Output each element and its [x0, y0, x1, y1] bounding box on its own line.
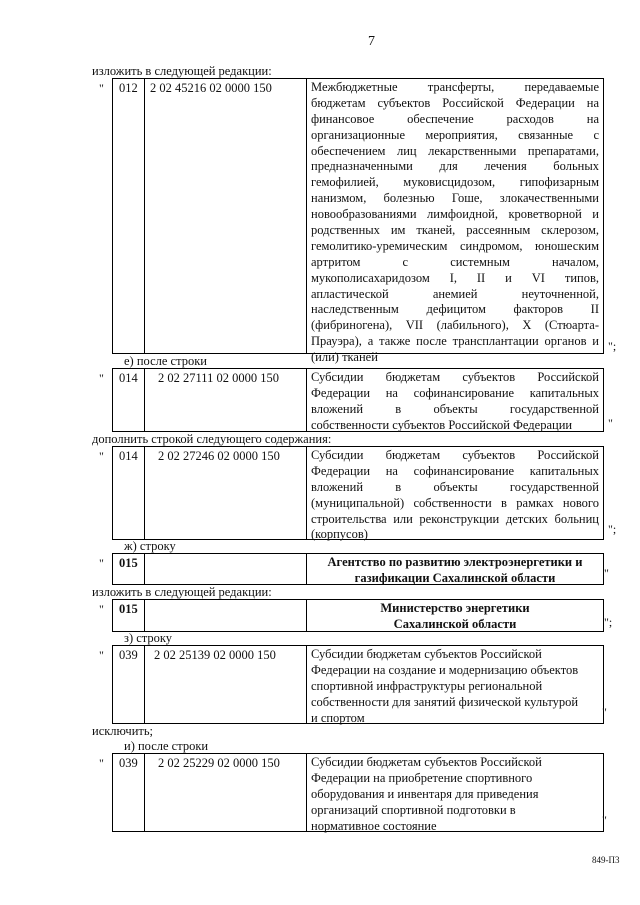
opening-quote: ": [99, 556, 104, 570]
admin-code: 014: [119, 449, 138, 463]
income-description: Субсидии бюджетам субъектов Российской Федерации на софинансирование капитальных вложений в объекты государственной собственности субъектов Российской Федерации: [311, 370, 599, 432]
budget-classification-code: 2 02 27111 02 0000 150: [158, 371, 279, 385]
closing-quote: ": [602, 813, 607, 827]
table-row: [99, 753, 604, 833]
instruction-text: дополнить строкой следующего содержания:: [92, 432, 332, 446]
closing-quote: ";: [604, 615, 613, 629]
instruction-text: исключить;: [92, 724, 154, 738]
admin-code: 039: [119, 648, 138, 662]
agency-name: Министерство энергетики Сахалинской области: [380, 601, 530, 631]
budget-classification-code: 2 02 25139 02 0000 150: [154, 648, 276, 662]
opening-quote: ": [99, 648, 104, 662]
table-row: [99, 645, 604, 725]
table-row: [99, 599, 604, 632]
page-number: 7: [368, 34, 375, 49]
instruction-text: изложить в следующей редакции:: [92, 64, 272, 78]
admin-code: 014: [119, 371, 138, 385]
opening-quote: ": [99, 449, 104, 463]
budget-classification-code: 2 02 25229 02 0000 150: [158, 756, 280, 770]
admin-code: 012: [119, 81, 138, 95]
admin-code: 039: [119, 756, 138, 770]
table-row: [99, 368, 604, 432]
opening-quote: ": [99, 371, 104, 385]
closing-quote: ";: [608, 339, 617, 353]
income-description: Субсидии бюджетам субъектов Российской Федерации на создание и модернизацию объектов спортивной инфраструктуры региональной собственности для занятий физической культурой и спортом: [311, 647, 579, 725]
instruction-text: ж) строку: [124, 539, 176, 553]
table-row: [99, 446, 604, 542]
instruction-text: изложить в следующей редакции:: [92, 585, 272, 599]
instruction-text: е) после строки: [124, 354, 207, 368]
admin-code: 015: [119, 602, 138, 616]
budget-classification-code: 2 02 45216 02 0000 150: [150, 81, 272, 95]
closing-quote: ": [602, 705, 607, 719]
opening-quote: ": [99, 602, 104, 616]
budget-classification-code: 2 02 27246 02 0000 150: [158, 449, 280, 463]
closing-quote: ": [608, 416, 613, 430]
income-description: Межбюджетные трансферты, передаваемые бюджетам субъектов Российской Федерации на финансовое обеспечение расходов на организационные мероприятия, связанные с обеспечением лиц лекарственными препаратами, предназначенными для лечения больных гемофилией, муковисцидозом, гипофизарным нанизмом, болезнью Гоше, злокачественными новообразованиями лимфоидной, кроветворной и родственных им тканей, рассеянным склерозом, гемолитико-уремическим синдромом, юношеским артритом с системным началом, мукополисахаридозом I, II и VI типов, апластической анемией неуточненной, наследственным дефицитом факторов II (фибриногена), VII (лабильного), X (Стюарта- Прауэра), а также после трансплантации органов и (или) тканей: [311, 80, 599, 365]
document-code: 849-П3: [592, 855, 620, 865]
income-description: Субсидии бюджетам субъектов Российской Федерации на приобретение спортивного оборудования и инвентаря для приведения организаций спортивной подготовки в нормативное состояние: [311, 755, 542, 833]
opening-quote: ": [99, 81, 104, 95]
closing-quote: ";: [608, 522, 617, 536]
income-description: Субсидии бюджетам субъектов Российской Федерации на софинансирование капитальных вложений в объекты государственной (муниципальной) собственности в рамках нового строительства или реконструкции детских больниц (корпусов): [311, 448, 599, 542]
opening-quote: ": [99, 756, 104, 770]
instruction-text: и) после строки: [124, 739, 209, 753]
instruction-text: з) строку: [124, 631, 173, 645]
table-row: [99, 553, 604, 585]
admin-code: 015: [119, 556, 138, 570]
agency-name: Агентство по развитию электроэнергетики и газификации Сахалинской области: [327, 555, 583, 585]
closing-quote: ": [604, 566, 609, 580]
